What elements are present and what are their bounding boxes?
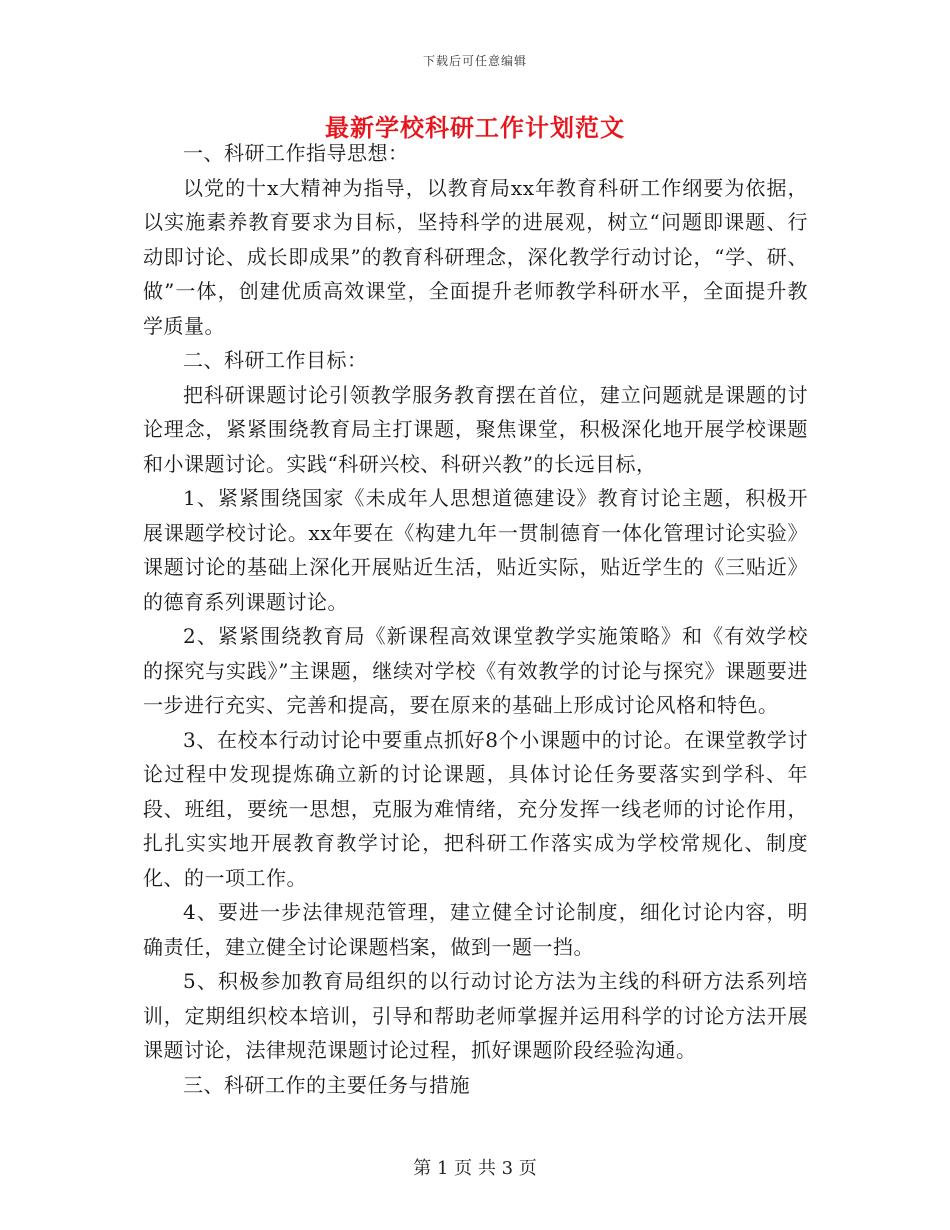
page-number-footer: 第 1 页 共 3 页 — [413, 1158, 537, 1179]
section-heading-3: 三、科研工作的主要任务与措施 — [183, 1072, 470, 1097]
page-header: 下载后可任意编辑 — [422, 54, 527, 68]
list-item-4: 4、要进一步法律规范管理，建立健全讨论制度，细化讨论内容，明确责任，建立健全讨论课题档案，做到一题一挡。 — [143, 900, 808, 959]
list-item-1: 1、紧紧围绕国家《未成年人思想道德建设》教育讨论主题，积极开展课题学校讨论。xx年要在《构建九年一贯制德育一体化管理讨论实验》课题讨论的基础上深化开展贴近生活，贴近实际，贴近学生的《三贴近》的德育系列课题讨论。 — [143, 486, 808, 614]
list-item-5: 5、积极参加教育局组织的以行动讨论方法为主线的科研方法系列培训，定期组织校本培训，引导和帮助老师掌握并运用科学的讨论方法开展课题讨论，法律规范课题讨论过程，抓好课题阶段经验沟通。 — [143, 969, 808, 1062]
section-heading-1: 一、科研工作指导思想： — [183, 141, 409, 165]
list-item-3: 3、在校本行动讨论中要重点抓好8个小课题中的讨论。在课堂教学讨论过程中发现提炼确立新的讨论课题，具体讨论任务要落实到学科、年段、班组，要统一思想，克服为难情绪，充分发挥一线老师的讨论作用，扎扎实实地开展教育教学讨论，把科研工作落实成为学校常规化、制度化、的一项工作。 — [143, 727, 808, 890]
document-title: 最新学校科研工作计划范文 — [325, 113, 625, 142]
document-body — [143, 136, 808, 1102]
list-item-2: 2、紧紧围绕教育局《新课程高效课堂教学实施策略》和《有效学校的探究与实践》”主课题，继续对学校《有效教学的讨论与探究》课题要进一步进行充实、完善和提高，要在原来的基础上形成讨论风格和特色。 — [143, 624, 808, 717]
section-heading-2: 二、科研工作目标： — [183, 348, 368, 372]
paragraph-goals: 把科研课题讨论引领教学服务教育摆在首位，建立问题就是课题的讨论理念，紧紧围绕教育局主打课题，聚焦课堂，积极深化地开展学校课题和小课题讨论。实践“科研兴校、科研兴教”的长远目标， — [143, 382, 808, 476]
paragraph-guiding-thought: 以党的十x大精神为指导，以教育局xx年教育科研工作纲要为依据，以实施素养教育要求为目标，坚持科学的进展观，树立“问题即课题、行动即讨论、成长即成果”的教育科研理念，深化教学行动讨论，“学、研、做”一体，创建优质高效课堂，全面提升老师教学科研水平，全面提升教学质量。 — [143, 175, 808, 338]
